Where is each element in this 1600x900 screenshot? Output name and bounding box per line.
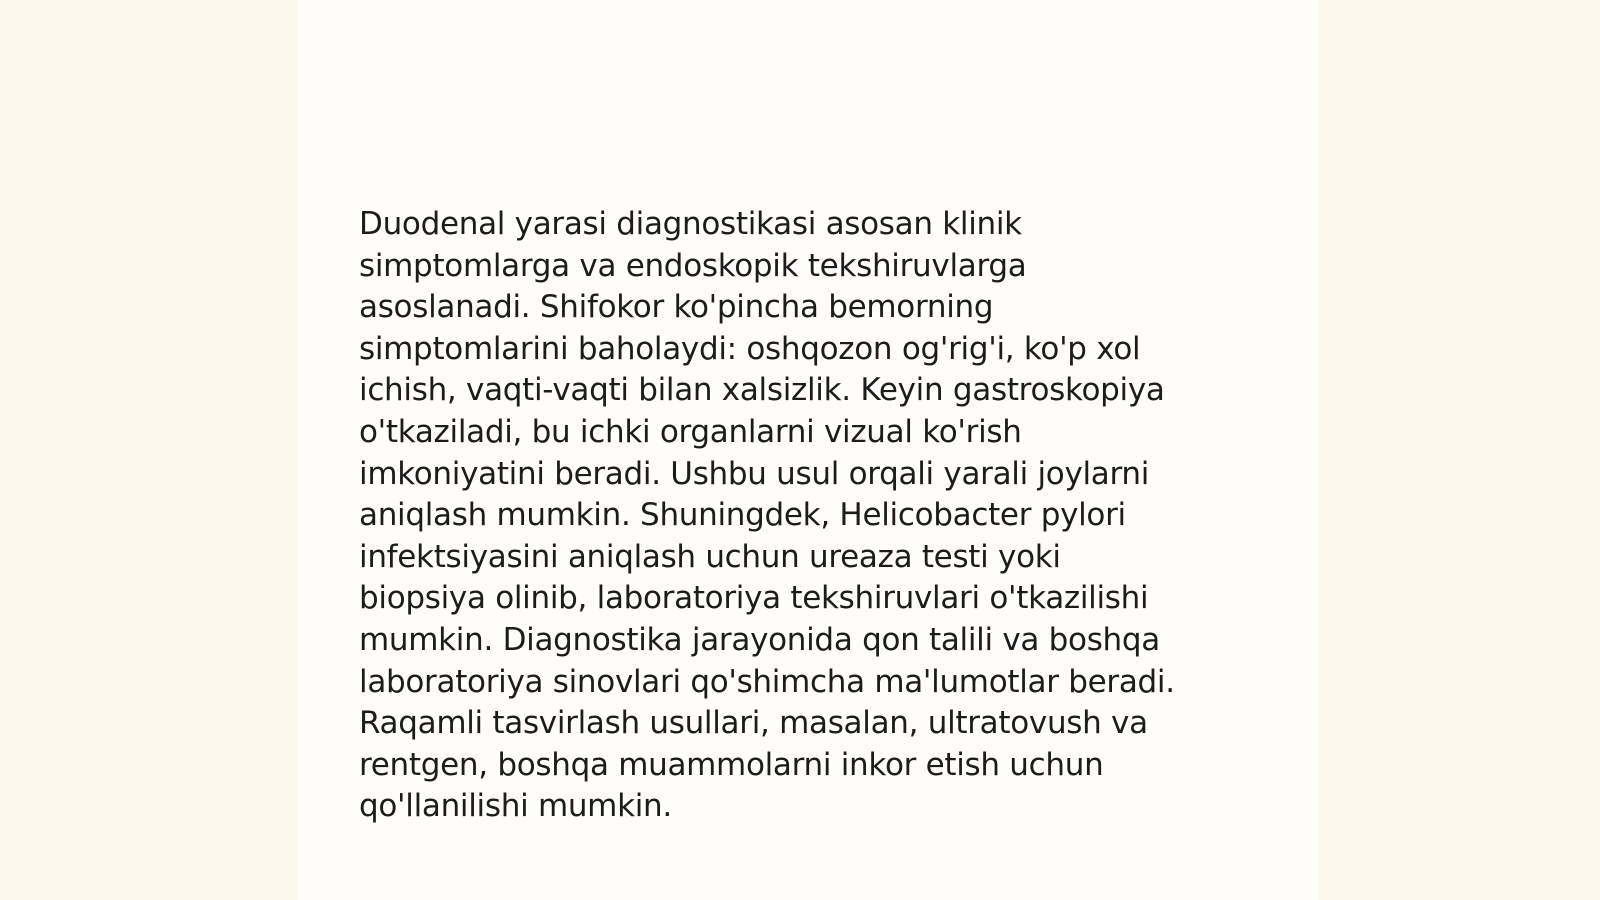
paragraph-line-4: simptomlarini baholaydi: oshqozon og'rig'i, ko'p xol — [359, 330, 1141, 367]
paragraph-line-11: mumkin. Diagnostika jarayonida qon talili va boshqa — [359, 621, 1160, 658]
paragraph-line-2: simptomlarga va endoskopik tekshiruvlarga — [359, 247, 1027, 284]
document-sheet — [297, 0, 1319, 900]
paragraph-line-10: biopsiya olinib, laboratoriya tekshiruvlari o'tkazilishi — [359, 580, 1149, 617]
paragraph-line-8: aniqlash mumkin. Shuningdek, Helicobacter pylori — [359, 497, 1126, 534]
body-paragraph — [359, 204, 1259, 828]
paragraph-line-3: asoslanadi. Shifokor ko'pincha bemorning — [359, 289, 994, 326]
paragraph-line-14: rentgen, boshqa muammolarni inkor etish uchun — [359, 746, 1104, 783]
paragraph-line-9: infektsiyasini aniqlash uchun ureaza testi yoki — [359, 538, 1061, 575]
paragraph-line-6: o'tkaziladi, bu ichki organlarni vizual ko'rish — [359, 413, 1022, 450]
paragraph-line-5: ichish, vaqti-vaqti bilan xalsizlik. Keyin gastroskopiya — [359, 372, 1165, 409]
paragraph-line-15: qo'llanilishi mumkin. — [359, 788, 672, 825]
paragraph-line-13: Raqamli tasvirlash usullari, masalan, ultratovush va — [359, 705, 1148, 742]
paragraph-line-7: imkoniyatini beradi. Ushbu usul orqali yarali joylarni — [359, 455, 1150, 492]
paragraph-line-12: laboratoriya sinovlari qo'shimcha ma'lumotlar beradi. — [359, 663, 1175, 700]
paragraph-line-1: Duodenal yarasi diagnostikasi asosan klinik — [359, 206, 1022, 242]
